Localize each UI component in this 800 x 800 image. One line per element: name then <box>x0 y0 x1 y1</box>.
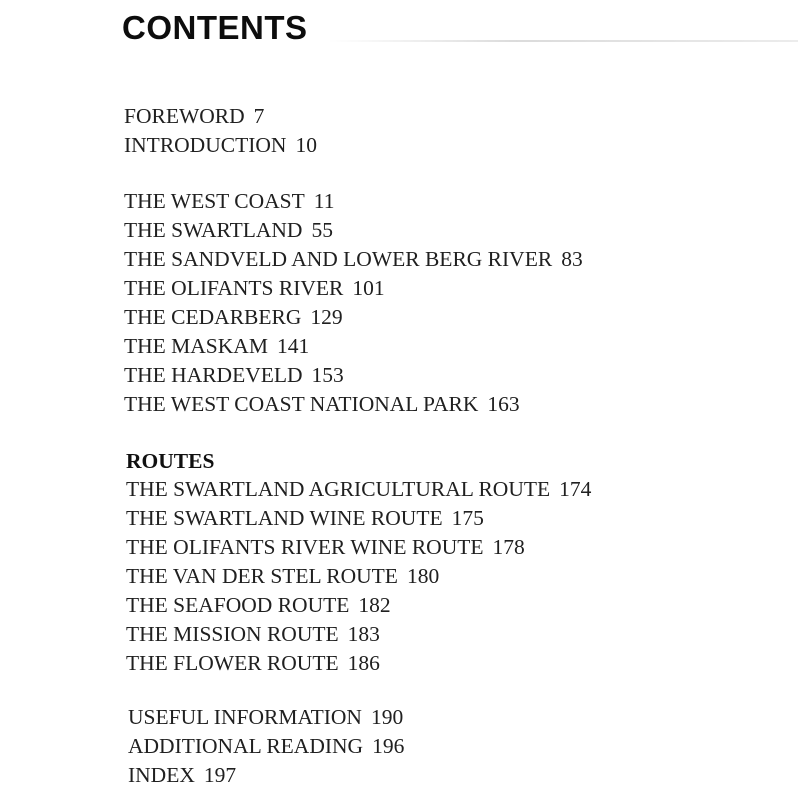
toc-entry-olifants-river-wine-route <box>126 533 591 562</box>
entry-label: THE WEST COAST NATIONAL PARK <box>124 392 479 416</box>
regions-list <box>124 187 583 419</box>
entry-page-number: 163 <box>487 392 520 416</box>
entry-label: FOREWORD <box>124 104 245 128</box>
toc-entry-cedarberg <box>124 303 583 332</box>
top-rule-divider <box>328 40 798 42</box>
toc-entry-olifants-river <box>124 274 583 303</box>
toc-entry-foreword <box>124 102 317 131</box>
entry-page-number: 10 <box>295 133 317 157</box>
toc-entry-sandveld-lower-berg-river <box>124 245 583 274</box>
toc-entry-swartland-agricultural-route <box>126 475 591 504</box>
entry-label: THE MASKAM <box>124 334 268 358</box>
entry-label: THE SWARTLAND WINE ROUTE <box>126 506 443 530</box>
entry-label: INDEX <box>128 763 195 787</box>
entry-page-number: 153 <box>311 363 344 387</box>
entry-label: THE HARDEVELD <box>124 363 303 387</box>
entry-label: THE FLOWER ROUTE <box>126 651 339 675</box>
entry-label: THE OLIFANTS RIVER WINE ROUTE <box>126 535 484 559</box>
entry-page-number: 180 <box>406 564 440 588</box>
toc-entry-additional-reading <box>128 732 404 761</box>
entry-label: THE CEDARBERG <box>124 305 302 329</box>
entry-page-number: 178 <box>492 535 525 559</box>
toc-entry-mission-route <box>126 620 591 649</box>
entry-label: INTRODUCTION <box>124 133 287 157</box>
toc-entry-index <box>128 761 404 790</box>
entry-page-number: 175 <box>451 506 484 530</box>
entry-page-number: 190 <box>370 705 404 729</box>
entry-label: THE MISSION ROUTE <box>126 622 339 646</box>
back-matter-list <box>128 703 404 790</box>
entry-page-number: 141 <box>276 334 310 358</box>
toc-entry-west-coast-national-park <box>124 390 583 419</box>
entry-page-number: 55 <box>311 218 333 242</box>
toc-entry-hardeveld <box>124 361 583 390</box>
entry-label: THE SWARTLAND <box>124 218 303 242</box>
routes-heading: ROUTES <box>126 449 215 473</box>
entry-page-number: 174 <box>559 477 592 501</box>
entry-page-number: 83 <box>561 247 583 271</box>
toc-entry-introduction <box>124 131 317 160</box>
entry-label: USEFUL INFORMATION <box>128 705 362 729</box>
entry-page-number: 196 <box>372 734 405 758</box>
entry-page-number: 7 <box>253 104 265 128</box>
entry-page-number: 129 <box>310 305 343 329</box>
toc-entry-maskam <box>124 332 583 361</box>
entry-page-number: 11 <box>313 189 335 213</box>
page-title: CONTENTS <box>122 9 308 46</box>
entry-label: THE WEST COAST <box>124 189 305 213</box>
entry-label: THE SEAFOOD ROUTE <box>126 593 350 617</box>
entry-page-number: 182 <box>358 593 391 617</box>
entry-page-number: 186 <box>347 651 380 675</box>
entry-label: ADDITIONAL READING <box>128 734 364 758</box>
entry-label: THE SWARTLAND AGRICULTURAL ROUTE <box>126 477 551 501</box>
routes-list <box>126 447 591 678</box>
entry-page-number: 183 <box>347 622 380 646</box>
entry-label: THE SANDVELD AND LOWER BERG RIVER <box>124 247 553 271</box>
toc-entry-van-der-stel-route <box>126 562 591 591</box>
entry-label: THE VAN DER STEL ROUTE <box>126 564 398 588</box>
toc-entry-useful-information <box>128 703 404 732</box>
toc-entry-flower-route <box>126 649 591 678</box>
toc-entry-swartland <box>124 216 583 245</box>
entry-label: THE OLIFANTS RIVER <box>124 276 344 300</box>
front-matter-list <box>124 102 317 160</box>
toc-entry-swartland-wine-route <box>126 504 591 533</box>
toc-entry-seafood-route <box>126 591 591 620</box>
entry-page-number: 197 <box>203 763 237 787</box>
entry-page-number: 101 <box>352 276 385 300</box>
toc-entry-west-coast <box>124 187 583 216</box>
